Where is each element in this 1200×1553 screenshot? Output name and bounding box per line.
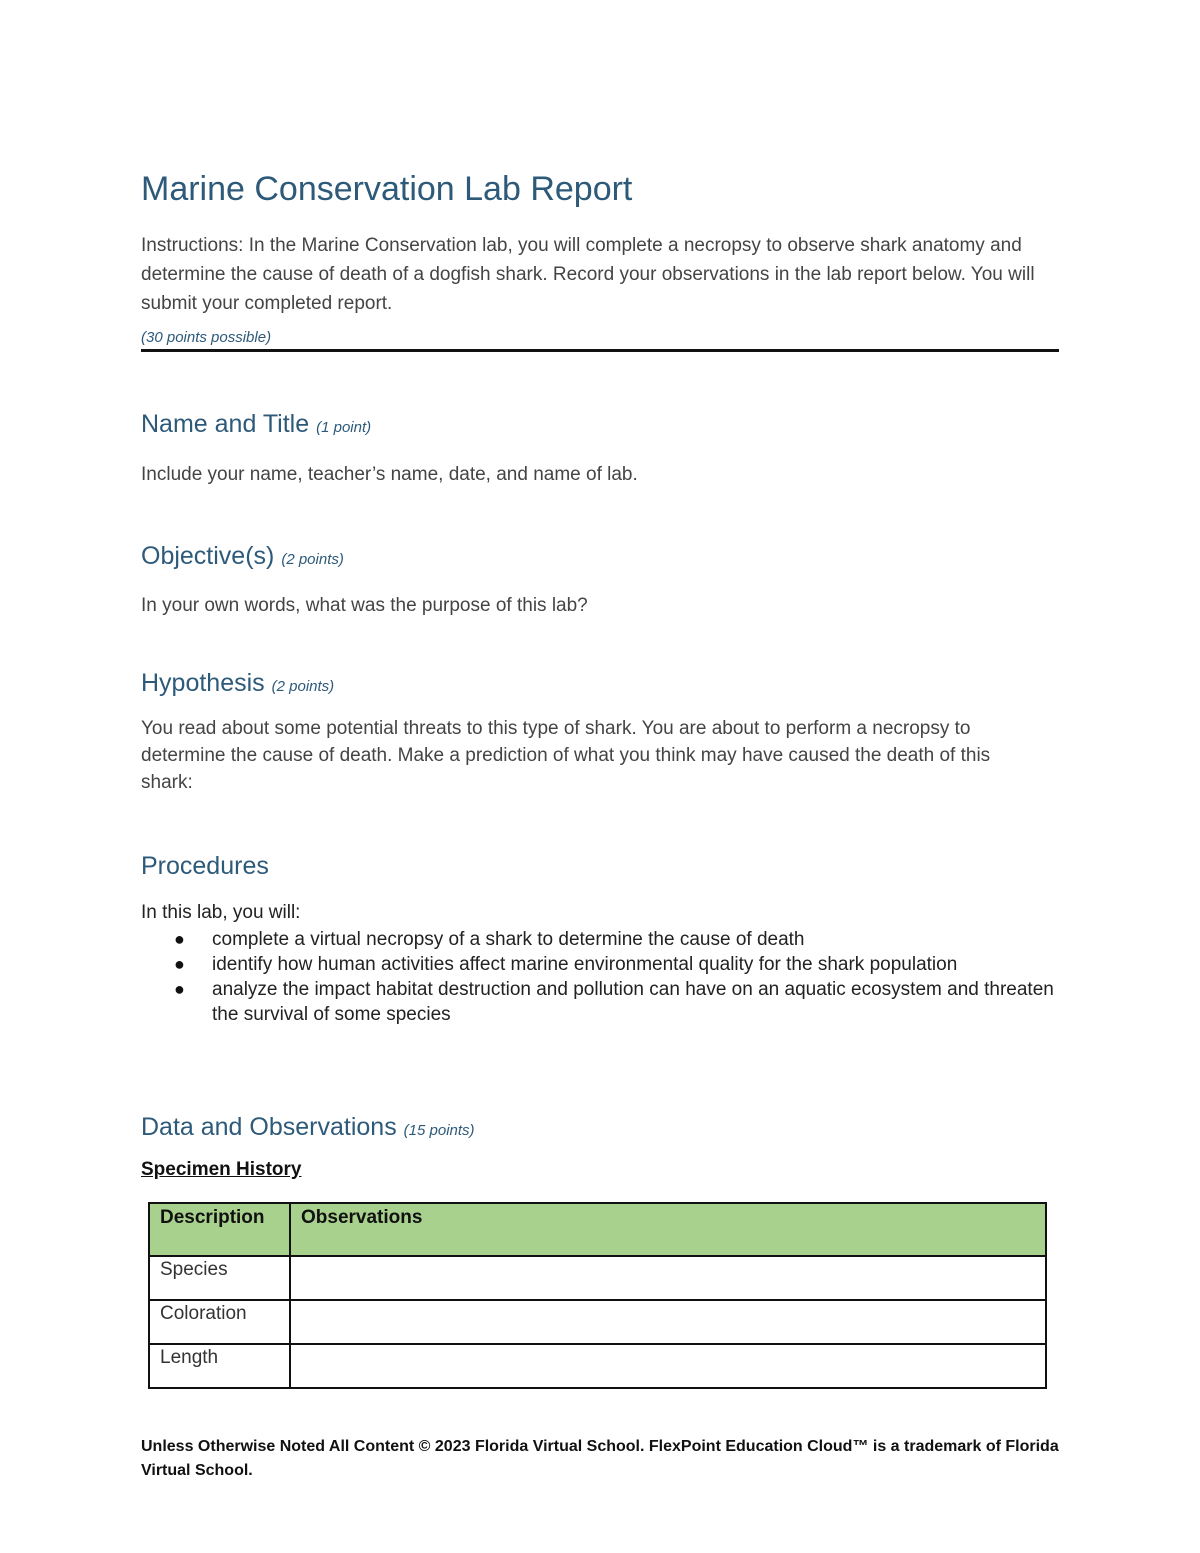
name-title-heading	[141, 410, 371, 439]
list-item-text: complete a virtual necropsy of a shark to determine the cause of death	[212, 929, 805, 950]
heading-label: Procedures	[141, 852, 269, 880]
specimen-history-subheading: Specimen History	[141, 1159, 302, 1180]
row-label: Coloration	[149, 1300, 290, 1344]
heading-label: Name and Title	[141, 410, 310, 438]
procedures-list	[141, 927, 1071, 1027]
observation-cell[interactable]	[290, 1256, 1046, 1300]
data-heading	[141, 1113, 475, 1142]
list-item	[141, 977, 1071, 1027]
procedures-heading	[141, 852, 269, 881]
heading-label: Objective(s)	[141, 542, 275, 570]
instructions-text: Instructions: In the Marine Conservation lab, you will complete a necropsy to observe shark anatomy and determine the cause of death of a dogfish shark. Record your observations in the lab report below. You will submit your completed report.	[141, 235, 1035, 314]
hypothesis-heading	[141, 669, 334, 698]
points-label: (2 points)	[281, 551, 344, 568]
list-item	[141, 927, 1071, 952]
table-row	[149, 1256, 1046, 1300]
table-row	[149, 1300, 1046, 1344]
hypothesis-instructions: You read about some potential threats to this type of shark. You are about to perform a necropsy to determine the cause of death. Make a prediction of what you think may have caused the death of this shark:	[141, 718, 991, 793]
bullet-icon: ●	[174, 979, 185, 999]
procedures-intro: In this lab, you will:	[141, 902, 301, 923]
column-header-observations: Observations	[290, 1203, 1046, 1256]
table-header-row	[149, 1203, 1046, 1256]
list-item-text: analyze the impact habitat destruction and pollution can have on an aquatic ecosystem and threaten the survival of some species	[212, 979, 1054, 1025]
table-row	[149, 1344, 1046, 1388]
observation-cell[interactable]	[290, 1344, 1046, 1388]
objectives-heading	[141, 542, 344, 571]
list-item-text: identify how human activities affect marine environmental quality for the shark population	[212, 954, 958, 975]
points-possible: (30 points possible)	[141, 329, 272, 346]
objectives-instructions: In your own words, what was the purpose of this lab?	[141, 595, 588, 616]
column-header-description: Description	[149, 1203, 290, 1256]
heading-label: Hypothesis	[141, 669, 265, 697]
bullet-icon: ●	[174, 954, 185, 974]
points-label: (15 points)	[403, 1122, 475, 1139]
list-item	[141, 952, 1071, 977]
page-title: Marine Conservation Lab Report	[141, 170, 633, 208]
name-title-instructions: Include your name, teacher’s name, date, and name of lab.	[141, 464, 638, 485]
bullet-icon: ●	[174, 929, 185, 949]
row-label: Length	[149, 1344, 290, 1388]
copyright-footer: Unless Otherwise Noted All Content © 2023 Florida Virtual School. FlexPoint Education Cloud™ is a trademark of Florida Virtual School.	[141, 1438, 1059, 1479]
row-label: Species	[149, 1256, 290, 1300]
heading-label: Data and Observations	[141, 1113, 397, 1141]
specimen-history-table	[148, 1202, 1047, 1389]
title-divider	[141, 349, 1059, 352]
observation-cell[interactable]	[290, 1300, 1046, 1344]
points-label: (1 point)	[316, 419, 372, 436]
points-label: (2 points)	[271, 678, 335, 695]
